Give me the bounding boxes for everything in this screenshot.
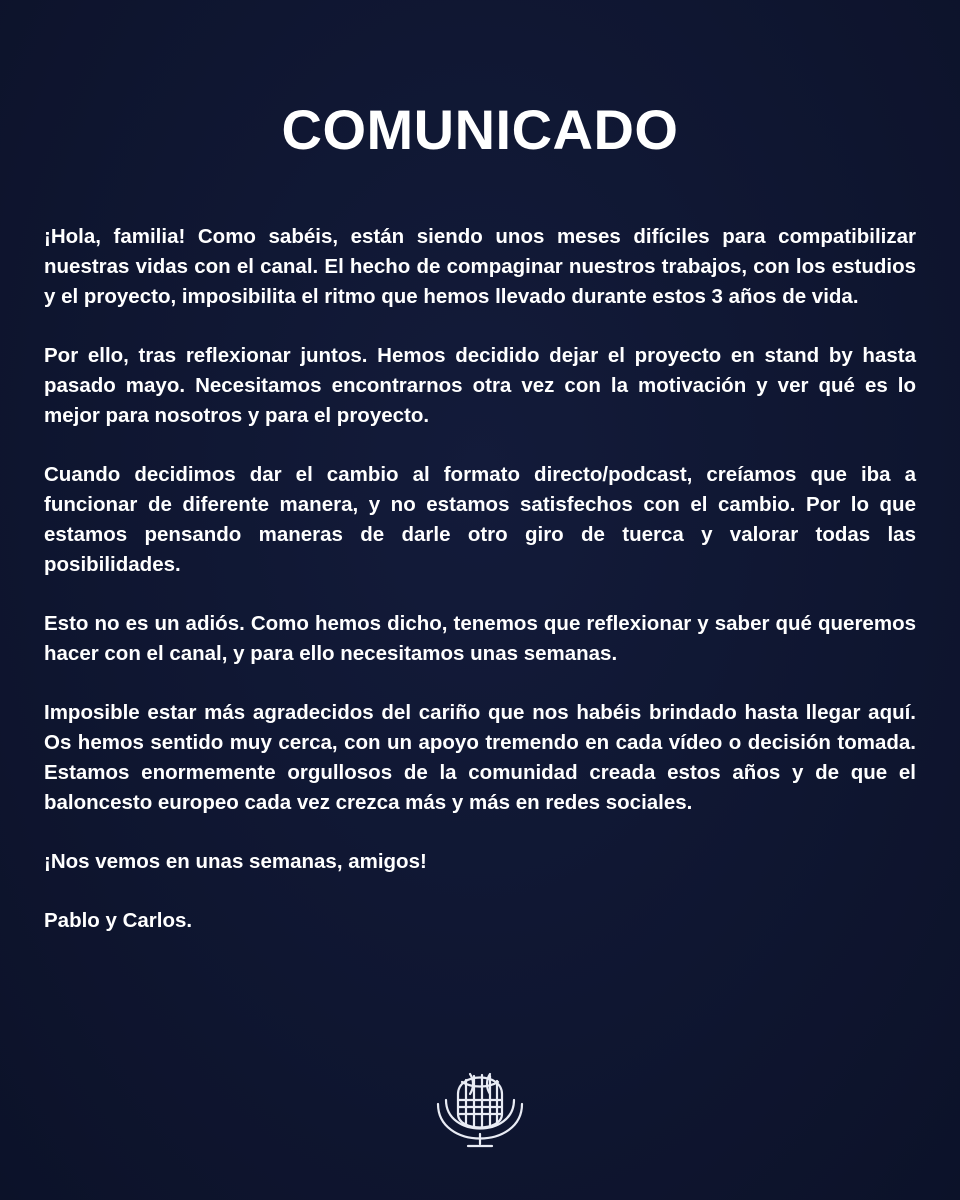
announcement-body bbox=[44, 222, 916, 965]
signature: Pablo y Carlos. bbox=[44, 909, 193, 932]
paragraph-5: Imposible estar más agradecidos del cariño que nos habéis brindado hasta llegar aquí. Os hemos sentido muy cerca, con un apoyo tremendo en cada vídeo o decisión tomada. Estamos enormemente orgullosos de la comunidad creada estos años y de que el baloncesto europeo cada vez crezca más y más en redes sociales. bbox=[44, 701, 916, 814]
page-title: COMUNICADO bbox=[281, 98, 679, 161]
closing-line: ¡Nos vemos en unas semanas, amigos! bbox=[44, 850, 427, 873]
paragraph-2: Por ello, tras reflexionar juntos. Hemos decidido dejar el proyecto en stand by hasta pasado mayo. Necesitamos encontrarnos otra vez con la motivación y ver qué es lo mejor para nosotros y para el proyecto. bbox=[44, 344, 916, 427]
paragraph-4: Esto no es un adiós. Como hemos dicho, tenemos que reflexionar y saber qué queremos hacer con el canal, y para ello necesitamos unas semanas. bbox=[44, 612, 916, 665]
paragraph-1: ¡Hola, familia! Como sabéis, están siendo unos meses difíciles para compatibilizar nuestras vidas con el canal. El hecho de compaginar nuestros trabajos, con los estudios y el proyecto, imposibilita el ritmo que hemos llevado durante estos 3 años de vida. bbox=[44, 225, 916, 308]
paragraph-3: Cuando decidimos dar el cambio al formato directo/podcast, creíamos que iba a funcionar de diferente manera, y no estamos satisfechos con el cambio. Por lo que estamos pensando maneras de darle otro giro de tuerca y valorar todas las posibilidades. bbox=[44, 463, 916, 576]
basketball-microphone-logo-icon bbox=[430, 1050, 530, 1160]
